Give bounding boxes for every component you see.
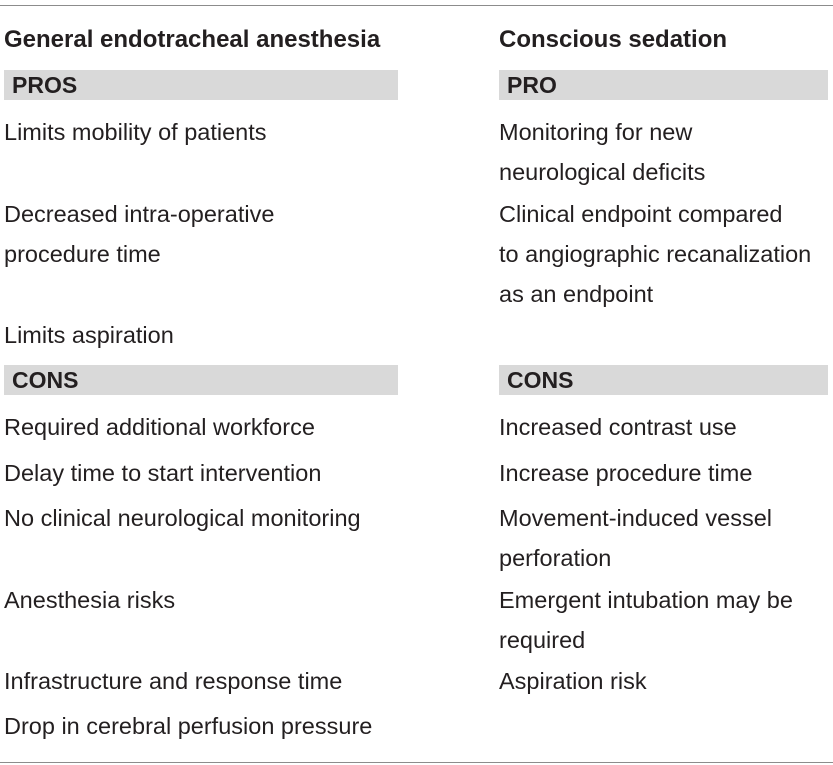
cons-left-item: Required additional workforce [4, 414, 315, 440]
pros-left-item: Limits mobility of patients [4, 119, 267, 145]
table-top-rule [0, 5, 833, 6]
cons-left-item: Delay time to start intervention [4, 460, 322, 486]
section-band-pros-right: PRO [499, 70, 828, 100]
cons-right-item: Emergent intubation may be [499, 587, 793, 613]
pros-left-item: procedure time [4, 241, 161, 267]
cons-right-item: Increase procedure time [499, 460, 753, 486]
cons-left-item: Infrastructure and response time [4, 668, 343, 694]
cons-right-item: Aspiration risk [499, 668, 647, 694]
section-band-cons-right: CONS [499, 365, 828, 395]
section-band-cons-left: CONS [4, 365, 398, 395]
pros-right-item: as an endpoint [499, 281, 654, 307]
column-header-general-anesthesia: General endotracheal anesthesia [4, 26, 381, 53]
section-band-pros-left: PROS [4, 70, 398, 100]
column-header-conscious-sedation: Conscious sedation [499, 26, 728, 53]
pros-right-item: to angiographic recanalization [499, 241, 812, 267]
cons-right-item: required [499, 627, 586, 653]
pros-left-item: Limits aspiration [4, 322, 174, 348]
pros-right-item: neurological deficits [499, 159, 706, 185]
pros-left-item: Decreased intra-operative [4, 201, 275, 227]
cons-right-item: Increased contrast use [499, 414, 737, 440]
pros-right-item: Monitoring for new [499, 119, 693, 145]
cons-right-item: Movement-induced vessel [499, 505, 772, 531]
cons-right-item: perforation [499, 545, 612, 571]
cons-left-item: Drop in cerebral perfusion pressure [4, 713, 373, 739]
cons-left-item: Anesthesia risks [4, 587, 176, 613]
pros-right-item: Clinical endpoint compared [499, 201, 783, 227]
table-bottom-rule [0, 762, 833, 763]
cons-left-item: No clinical neurological monitoring [4, 505, 361, 531]
